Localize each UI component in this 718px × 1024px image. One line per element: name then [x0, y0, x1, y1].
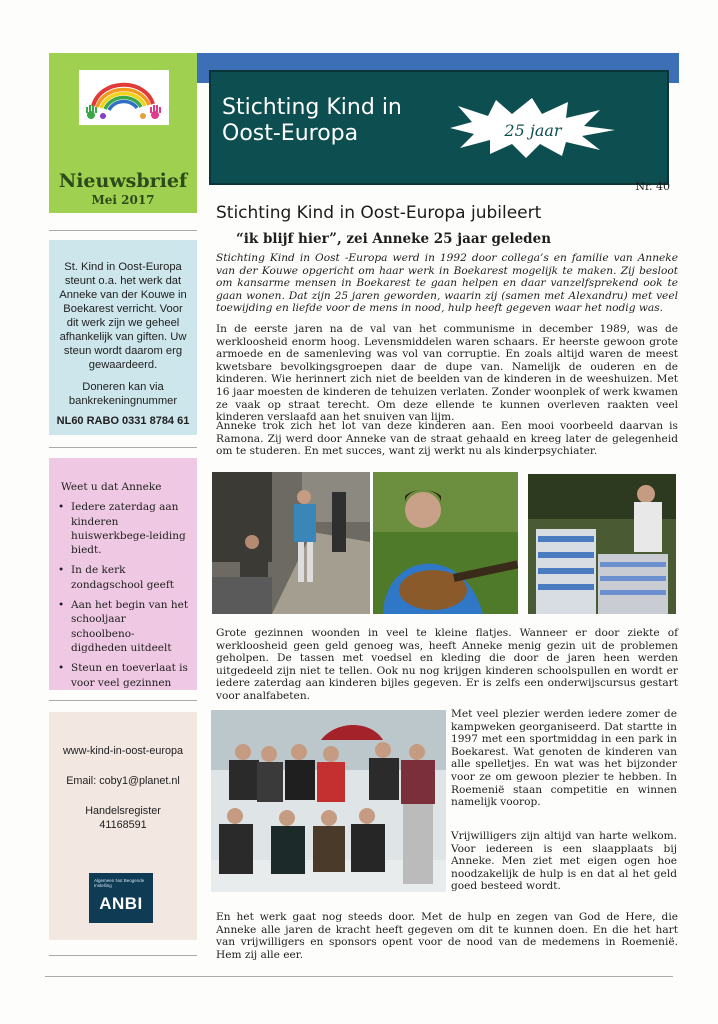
anbi-logo [89, 873, 153, 923]
list-item: • Aan het begin van het schooljaar schoolbeno-digdheden uitdeelt [49, 598, 189, 655]
anbi-label: ANBI [99, 894, 143, 913]
divider [49, 955, 197, 956]
logo [79, 70, 169, 125]
street-photo [212, 472, 370, 614]
header-title-line2: Oost-Europa [222, 121, 359, 146]
footer-divider [45, 976, 673, 977]
header-title [222, 95, 482, 147]
paragraph: In de eerste jaren na de val van het communisme in december 1989, was de werkloosheid enorm hoog. Levensmiddelen waren schaars. Er heerste gewoon grote armoede en de samenleving was vol van corruptie. En zoals altijd waren de meest kwetsbare bevolkingsgroepen daar de dupe van. Namelijk de ouderen en de kinderen. Wie herinnert zich niet de beelden van de kinderen in de weeshuizen. Met 16 jaar moesten de kinderen de tehuizen verlaten. Zonder woonplek of werk kwamen ze vaak op straat terecht. Om deze ellende te kunnen overleven raakten veel kinderen verslaafd aan het snuiven van lijm. [216, 323, 678, 424]
intro-paragraph: Stichting Kind in Oost -Europa werd in 1992 door collega’s en familie van Anneke van der Kouwe opgericht om haar werk in Boekarest mogelijk te maken. Zij besloot om kansarme mensen in Boekarest te gaan helpen en daar vanzelfsprekend ook te gaan wonen. Dat zijn 25 jaren geworden, waarin zij (samen met Alexandru) met veel toewijding en liefde voor de mens in nood, hulp heeft gegeven waar het nodig was. [216, 252, 678, 315]
newsletter-date: Mei 2017 [91, 193, 155, 207]
article-subheadline: “ik blijf hier”, zei Anneke 25 jaar geleden [236, 231, 552, 247]
newsletter-title: Nieuwsbrief [58, 170, 188, 192]
paragraph: Met veel plezier werden iedere zomer de kampweken georganiseerd. Dat startte in 1997 met een sportmiddag in een park in Boekarest. Wat genoten de kinderen van alle spelletjes. En wat was het bijzonder voor ze om gewoon plezier te hebben. In Roemenië staan competitie en winnen namelijk voorop. [451, 708, 677, 809]
paragraph: Anneke trok zich het lot van deze kinderen aan. Een mooi voorbeeld daarvan is Ramona. Zij werd door Anneke van de straat gehaald en kreeg later de gelegenheid om te studeren. En met succes, want zij werkt nu als kinderpsychiater. [216, 420, 678, 458]
rainbow-hands-logo-icon [79, 70, 169, 125]
article-headline: Stichting Kind in Oost-Europa jubileert [216, 203, 542, 223]
group-photo [211, 710, 446, 892]
list-item: • Iedere zaterdag aan kinderen huiswerkbege-leiding biedt. [49, 500, 189, 557]
register-label: Handelsregister [85, 805, 161, 817]
school-supplies-photo [528, 474, 676, 614]
header-title-line1: Stichting Kind in [222, 95, 402, 120]
list-item: • In de kerk zondagschool geeft [49, 563, 189, 592]
divider [49, 230, 197, 231]
did-you-know-box [49, 458, 197, 690]
donation-box [49, 240, 197, 435]
register-number: 41168591 [99, 819, 147, 831]
bank-label: Doneren kan via bankrekeningnummer [68, 381, 178, 407]
issue-number: Nr. 40 [635, 180, 670, 193]
guitar-photo [373, 472, 518, 614]
list-item: • Steun en toeverlaat is voor veel gezinnen [49, 661, 189, 690]
divider [49, 447, 197, 448]
website-link[interactable]: www-kind-in-oost-europa [62, 745, 183, 757]
email-link[interactable]: Email: coby1@planet.nl [66, 775, 180, 787]
bank-account: NL60 RABO 0331 8784 61 [56, 415, 190, 427]
anbi-small-text: Algemeen Nut Beogende Instelling [94, 878, 145, 888]
paragraph: Vrijwilligers zijn altijd van harte welkom. Voor iedereen is een slaapplaats bij Anneke. Men ziet met eigen ogen hoe noodzakelijk de hulp is en dat al het geld goed besteed wordt. [451, 830, 677, 893]
paragraph: Grote gezinnen woonden in veel te kleine flatjes. Wanneer er door ziekte of werkloosheid geen geld genoeg was, heeft Anneke menig gezin uit de problemen geholpen. De tassen met voedsel en kleding die door de jaren heen werden uitgedeeld zijn niet te tellen. Ook nu nog krijgen kinderen schoolspullen en wordt er iedere zaterdag aan kinderen bijles gegeven. Er is zelfs een onderwijscursus gestart voor analfabeten. [216, 627, 678, 702]
did-you-know-heading: Weet u dat Anneke [61, 481, 162, 493]
did-you-know-list [49, 500, 197, 690]
divider [49, 700, 197, 701]
paragraph: En het werk gaat nog steeds door. Met de hulp en zegen van God de Here, die Anneke alle jaren de kracht heeft gegeven om dit te kunnen doen. En die het hart van vrijwilligers en sponsors opent voor de nood van de medemens in Roemenië. Hem zij alle eer. [216, 911, 678, 961]
donation-text: St. Kind in Oost-Europa steunt o.a. het werk dat Anneke van der Kouwe in Boekarest verricht. Voor dit werk zijn we geheel afhankelijk van giften. Uw steun wordt daarom erg gewaardeerd. [59, 261, 187, 371]
anniversary-label: 25 jaar [504, 121, 562, 140]
